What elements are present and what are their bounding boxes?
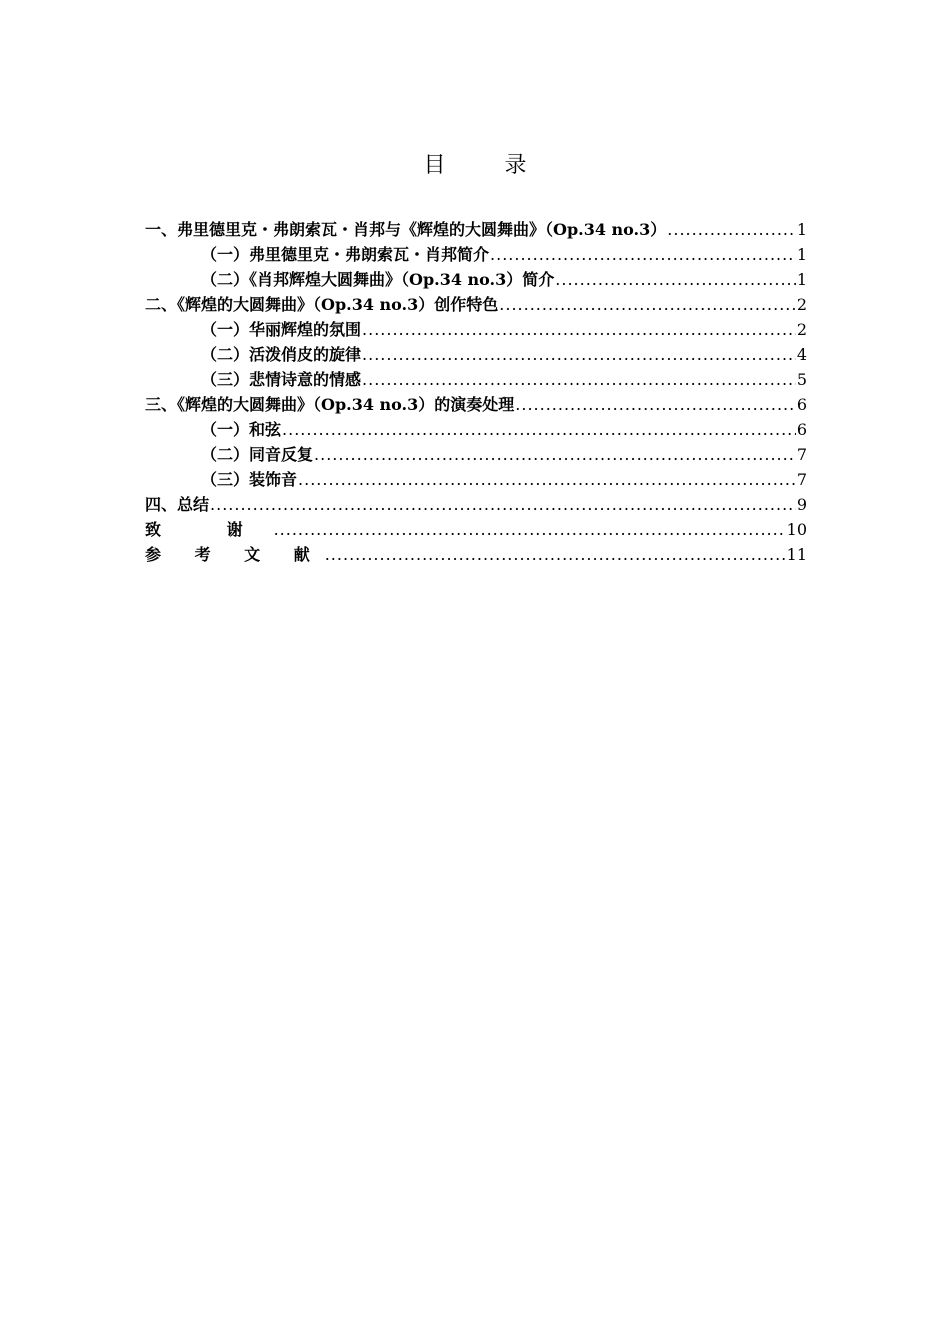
toc-page-number: 2 — [796, 295, 807, 314]
toc-page-number: 7 — [796, 445, 807, 464]
toc-page-number: 11 — [786, 545, 807, 564]
toc-entry-1-2[interactable] — [145, 267, 807, 292]
toc-page-number: 7 — [796, 470, 807, 489]
toc-entry-3-3[interactable] — [145, 467, 807, 492]
toc-entry-3-1[interactable] — [145, 417, 807, 442]
toc-entry-label: 参 考 文 献 — [145, 545, 324, 564]
toc-dot-leader — [499, 292, 796, 317]
toc-entry-2-2[interactable] — [145, 342, 807, 367]
toc-entry-2[interactable] — [145, 292, 807, 317]
toc-dot-leader — [298, 467, 796, 492]
toc-dot-leader — [362, 342, 796, 367]
toc-entry-1-1[interactable] — [145, 242, 807, 267]
toc-entry-label: （二）同音反复 — [201, 445, 314, 464]
toc-entry-label: （一）华丽辉煌的氛围 — [201, 320, 362, 339]
toc-dot-leader — [362, 317, 796, 342]
toc-entry-label: （一）弗里德里克・弗朗索瓦・肖邦简介 — [201, 245, 490, 264]
toc-page-number: 2 — [796, 320, 807, 339]
toc-entry-acknowledgements[interactable] — [145, 517, 807, 542]
toc-entry-label: 一、弗里德里克・弗朗索瓦・肖邦与《辉煌的大圆舞曲》（Op.34 no.3） — [145, 220, 667, 239]
toc-dot-leader — [555, 267, 796, 292]
toc-entry-label: （三）装饰音 — [201, 470, 298, 489]
toc-entry-label: 四、总结 — [145, 495, 210, 514]
toc-page-number: 1 — [796, 220, 807, 239]
toc-dot-leader — [210, 492, 796, 517]
toc-page-number: 6 — [796, 420, 807, 439]
toc-entry-3-2[interactable] — [145, 442, 807, 467]
toc-dot-leader — [362, 367, 796, 392]
toc-entry-label: （三）悲情诗意的情感 — [201, 370, 362, 389]
toc-title-char-2: 录 — [504, 153, 527, 178]
toc-dot-leader — [667, 217, 796, 242]
toc-entry-label: （二）活泼俏皮的旋律 — [201, 345, 362, 364]
toc-entry-4[interactable] — [145, 492, 807, 517]
table-of-contents — [145, 217, 807, 567]
toc-entry-2-3[interactable] — [145, 367, 807, 392]
toc-page-number: 5 — [796, 370, 807, 389]
toc-entry-references[interactable] — [145, 542, 807, 567]
toc-entry-label: 二、《辉煌的大圆舞曲》（Op.34 no.3）创作特色 — [145, 295, 499, 314]
toc-entry-1[interactable] — [145, 217, 807, 242]
toc-entry-label: 致 谢 — [145, 520, 273, 539]
toc-page-number: 9 — [796, 495, 807, 514]
toc-page-number: 4 — [796, 345, 807, 364]
toc-dot-leader — [515, 392, 796, 417]
toc-page-number: 10 — [786, 520, 807, 539]
toc-dot-leader — [274, 517, 786, 542]
toc-title — [0, 150, 950, 182]
toc-entry-label: （二）《肖邦辉煌大圆舞曲》（Op.34 no.3）简介 — [201, 270, 555, 289]
toc-dot-leader — [490, 242, 796, 267]
toc-title-char-1: 目 — [423, 153, 446, 178]
toc-entry-3[interactable] — [145, 392, 807, 417]
toc-entry-label: 三、《辉煌的大圆舞曲》（Op.34 no.3）的演奏处理 — [145, 395, 515, 414]
toc-dot-leader — [325, 542, 786, 567]
toc-dot-leader — [314, 442, 796, 467]
toc-entry-2-1[interactable] — [145, 317, 807, 342]
toc-dot-leader — [282, 417, 796, 442]
toc-page-number: 6 — [796, 395, 807, 414]
toc-entry-label: （一）和弦 — [201, 420, 282, 439]
toc-page-number: 1 — [796, 270, 807, 289]
toc-page-number: 1 — [796, 245, 807, 264]
